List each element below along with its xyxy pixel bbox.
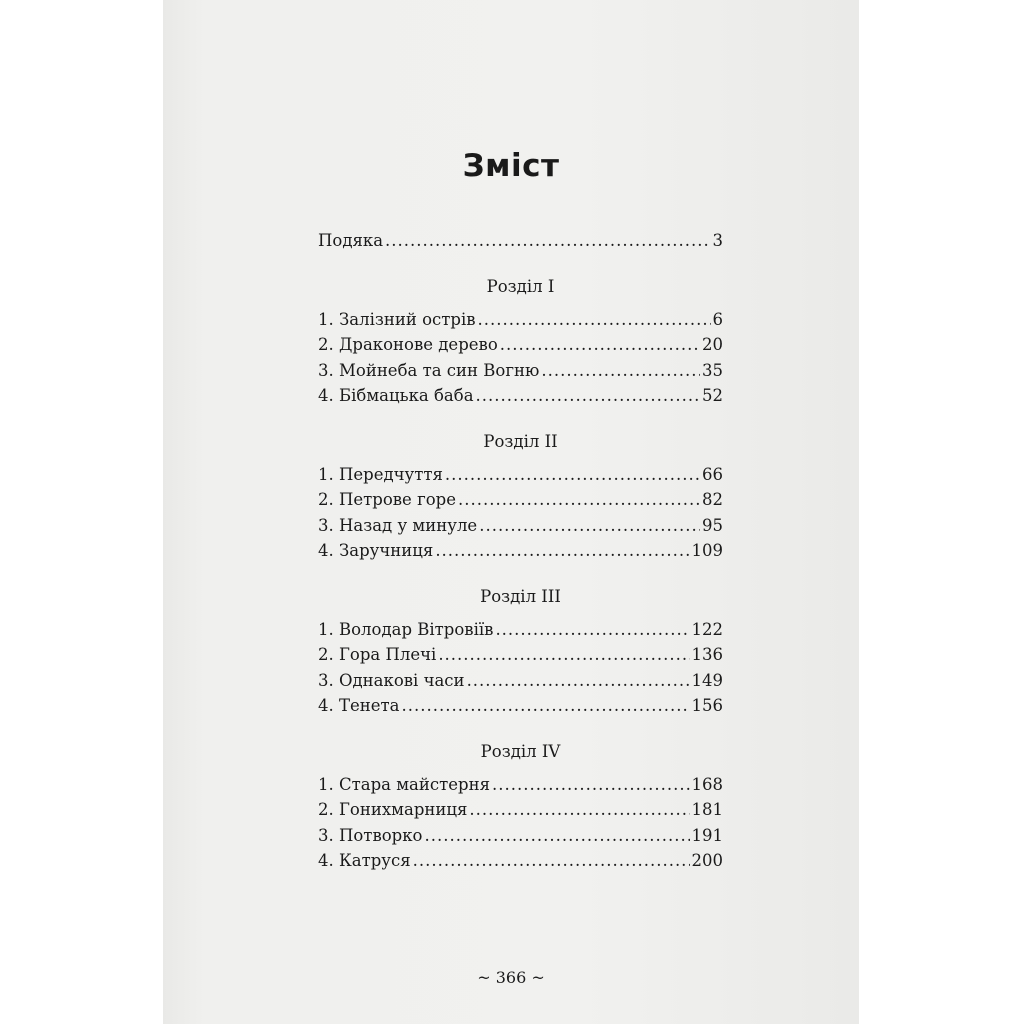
toc-entry-page: 20 xyxy=(702,335,723,354)
toc-entry-preface xyxy=(318,228,723,254)
table-of-contents xyxy=(318,228,723,874)
toc-entry xyxy=(318,693,723,719)
page-number: ~ 366 ~ xyxy=(477,968,545,987)
toc-entry-label: 1. Залізний острів xyxy=(318,309,476,329)
dot-leader xyxy=(445,462,700,488)
toc-entry-label: 2. Гора Плечі xyxy=(318,645,437,664)
toc-entry-label: 3. Назад у минуле xyxy=(318,515,478,535)
dot-leader xyxy=(500,332,700,358)
toc-entry-page: 35 xyxy=(702,360,723,380)
section-heading: Розділ IV xyxy=(480,741,561,761)
dot-leader xyxy=(469,797,689,823)
dot-leader xyxy=(402,693,690,719)
toc-entry-label: 3. Мойнеба та син Вогню xyxy=(318,360,540,380)
toc-entry-page: 191 xyxy=(691,825,723,845)
toc-entry xyxy=(318,797,723,823)
dot-leader xyxy=(413,848,690,874)
dot-leader xyxy=(492,772,690,798)
dot-leader xyxy=(495,617,689,643)
dot-leader xyxy=(438,642,689,668)
toc-entry-page: 82 xyxy=(702,490,723,509)
toc-section xyxy=(318,274,723,409)
toc-entry xyxy=(318,538,723,564)
toc-entry xyxy=(318,487,723,513)
toc-entry-page: 3 xyxy=(712,231,723,250)
toc-entry-label: Подяка xyxy=(318,231,384,250)
toc-entry xyxy=(318,772,723,798)
toc-entry-page: 6 xyxy=(712,309,723,329)
toc-entry xyxy=(318,358,723,384)
toc-entry-page: 66 xyxy=(702,464,723,484)
page-title: Зміст xyxy=(462,148,560,184)
toc-entry-label: 3. Потворко xyxy=(318,825,423,845)
toc-entry-label: 2. Петрове горе xyxy=(318,490,456,509)
toc-entry-page: 200 xyxy=(691,851,723,870)
dot-leader xyxy=(435,538,689,564)
toc-entry-page: 52 xyxy=(702,386,723,405)
toc-entry xyxy=(318,383,723,409)
toc-entry xyxy=(318,642,723,668)
toc-entry-page: 122 xyxy=(691,619,723,639)
toc-entry-label: 3. Однакові часи xyxy=(318,670,465,690)
section-heading: Розділ III xyxy=(480,586,561,606)
section-heading: Розділ I xyxy=(486,276,555,296)
toc-entry-label: 2. Драконове дерево xyxy=(318,335,498,354)
toc-entry-page: 109 xyxy=(691,541,723,560)
toc-entry xyxy=(318,332,723,358)
dot-leader xyxy=(467,668,690,694)
dot-leader xyxy=(541,358,700,384)
book-page xyxy=(163,0,859,1024)
dot-leader xyxy=(385,228,710,254)
toc-entry xyxy=(318,668,723,694)
toc-entry-label: 4. Тенета xyxy=(318,696,400,715)
toc-entry-label: 1. Передчуття xyxy=(318,464,443,484)
toc-entry-page: 95 xyxy=(702,515,723,535)
toc-entry-label: 4. Заручниця xyxy=(318,541,434,560)
toc-section xyxy=(318,584,723,719)
toc-entry-page: 156 xyxy=(691,696,723,715)
toc-entry-label: 1. Стара майстерня xyxy=(318,774,490,794)
toc-entry xyxy=(318,513,723,539)
dot-leader xyxy=(478,307,711,333)
toc-entry-page: 149 xyxy=(691,670,723,690)
toc-entry xyxy=(318,823,723,849)
toc-section xyxy=(318,429,723,564)
toc-entry-label: 1. Володар Вітровіїв xyxy=(318,619,494,639)
toc-entry-label: 4. Бібмацька баба xyxy=(318,386,474,405)
toc-entry-page: 181 xyxy=(691,800,723,819)
toc-entry xyxy=(318,462,723,488)
dot-leader xyxy=(458,487,700,513)
toc-entry xyxy=(318,307,723,333)
dot-leader xyxy=(479,513,700,539)
section-heading: Розділ II xyxy=(483,431,558,451)
toc-entry-page: 168 xyxy=(691,774,723,794)
toc-entry xyxy=(318,617,723,643)
toc-entry-label: 4. Катруся xyxy=(318,851,411,870)
toc-section xyxy=(318,739,723,874)
dot-leader xyxy=(476,383,700,409)
toc-entry xyxy=(318,848,723,874)
toc-entry-label: 2. Гонихмарниця xyxy=(318,800,468,819)
toc-entry-page: 136 xyxy=(691,645,723,664)
dot-leader xyxy=(424,823,689,849)
